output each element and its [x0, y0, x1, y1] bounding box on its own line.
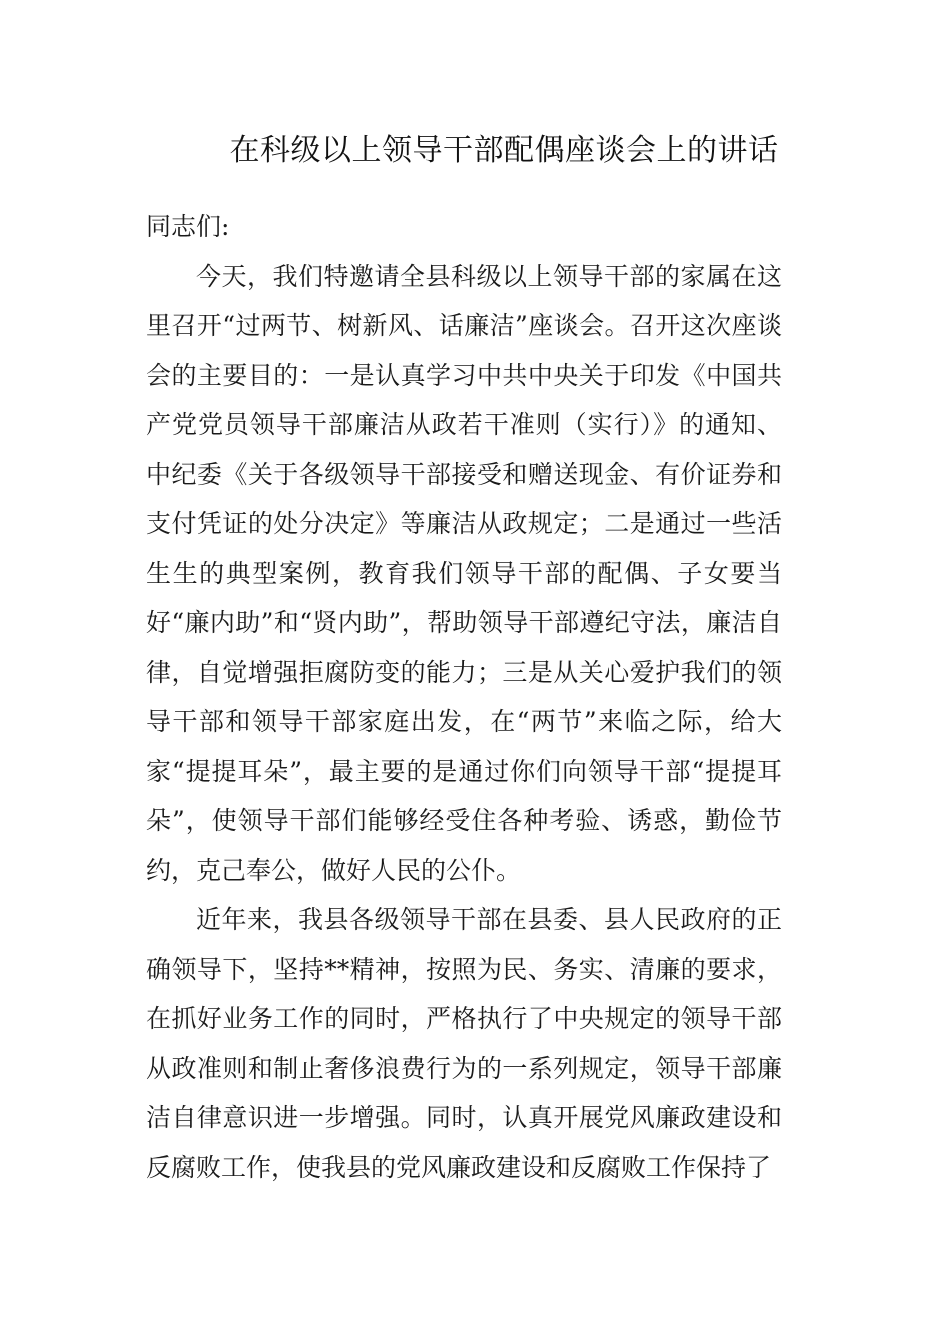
paragraph-1: 今天，我们特邀请全县科级以上领导干部的家属在这里召开“过两节、树新风、话廉洁”座谈会。召开这次座谈会的主要目的：一是认真学习中共中央关于印发《中国共产党党员领导干部廉洁从政若干准则（实行）》的通知、中纪委《关于各级领导干部接受和赠送现金、有价证券和支付凭证的处分决定》等廉洁从政规定；二是通过一些活生生的典型案例，教育我们领导干部的配偶、子女要当好“廉内助”和“贤内助”，帮助领导干部遵纪守法，廉洁自律，自觉增强拒腐防变的能力；三是从关心爱护我们的领导干部和领导干部家庭出发，在“两节”来临之际，给大家“提提耳朵”，最主要的是通过你们向领导干部“提提耳朵”，使领导干部们能够经受住各种考验、诱惑，勤俭节约，克己奉公，做好人民的公仆。	[146, 261, 782, 885]
document-body	[146, 202, 782, 1192]
document-title: 在科级以上领导干部配偶座谈会上的讲话	[229, 133, 779, 168]
paragraph-2: 近年来，我县各级领导干部在县委、县人民政府的正确领导下，坚持**精神，按照为民、务实、清廉的要求，在抓好业务工作的同时，严格执行了中央规定的领导干部从政准则和制止奢侈浪费行为的一系列规定，领导干部廉洁自律意识进一步增强。同时，认真开展党风廉政建设和反腐败工作，使我县的党风廉政建设和反腐败工作保持了	[146, 905, 782, 1182]
salutation: 同志们:	[146, 212, 230, 241]
